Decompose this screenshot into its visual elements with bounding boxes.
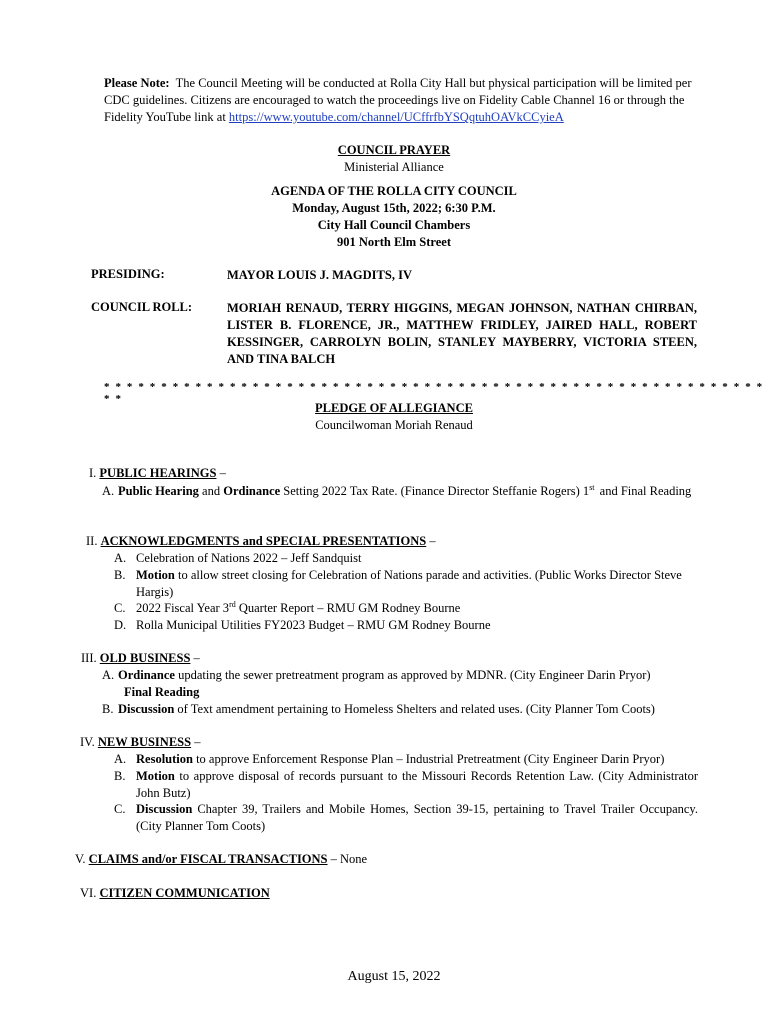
item-letter: A. [114, 752, 127, 766]
item-letter: A. [102, 484, 115, 498]
notice-paragraph [104, 75, 716, 126]
section-title: CITIZEN COMMUNICATION [99, 886, 270, 900]
quarter-report-item: 2022 Fiscal Year 3rd Quarter Report – RMU GM Rodney Bourne [136, 599, 461, 615]
agenda-date: Monday, August 15th, 2022; 6:30 P.M. [292, 201, 496, 215]
footer-date: August 15, 2022 [347, 969, 441, 984]
section-number: V. [75, 852, 86, 866]
section-dash: – None [327, 852, 368, 866]
item-letter: C. [114, 601, 126, 615]
item-letter: A. [102, 668, 115, 682]
youtube-link[interactable]: https://www.youtube.com/channel/UCffrfbYSQqtuhOAVkCCyieA [228, 110, 564, 124]
enforcement-resolution-item: Resolution to approve Enforcement Response Plan – Industrial Pretreatment (City Engineer Darin Pryor) [136, 752, 665, 766]
notice-label: Please Note: [104, 76, 170, 90]
presiding-value: MAYOR LOUIS J. MAGDITS, IV [227, 268, 412, 282]
item-letter: B. [114, 769, 126, 783]
section-dash: – [216, 466, 226, 480]
section-title: ACKNOWLEDGMENTS and SPECIAL PRESENTATIONS [100, 534, 427, 548]
agenda-address: 901 North Elm Street [337, 235, 451, 249]
section-claims [75, 851, 367, 868]
section-number: II. [86, 534, 98, 548]
section-title: NEW BUSINESS [97, 735, 192, 749]
section-title: OLD BUSINESS [99, 651, 191, 665]
item-letter: D. [114, 618, 127, 632]
section-dash: – [426, 534, 436, 548]
travel-trailer-item: Discussion Chapter 39, Trailers and Mobile Homes, Section 39-15, pertaining to Travel Trailer Occupancy. (City Planner Tom Coots) [136, 802, 698, 833]
notice-text: The Council Meeting will be conducted at Rolla City Hall but physical participation will be limited per CDC guidelines. Citizens are encouraged to watch the proceedings live on Fidelity Cable Channel 16 or through the Fidelity YouTube link at [104, 76, 692, 124]
council-roll-value: MORIAH RENAUD, TERRY HIGGINS, MEGAN JOHNSON, NATHAN CHIRBAN, LISTER B. FLORENCE, JR., MATTHEW FRIDLEY, JAIRED HALL, ROBERT KESSINGER, CARROLYN BOLIN, STANLEY MAYBERRY, VICTORIA STEEN, AND TINA BALCH [227, 301, 697, 366]
section-dash: – [190, 651, 200, 665]
agenda-title: AGENDA OF THE ROLLA CITY COUNCIL [271, 184, 517, 198]
presiding-label: PRESIDING: [91, 267, 165, 281]
section-number: I. [89, 466, 97, 480]
section-title: CLAIMS and/or FISCAL TRANSACTIONS [88, 852, 328, 866]
pledge-by: Councilwoman Moriah Renaud [315, 418, 473, 432]
item-letter: B. [102, 702, 114, 716]
section-number: IV. [80, 735, 95, 749]
homeless-shelters-item: Discussion of Text amendment pertaining to Homeless Shelters and related uses. (City Planner Tom Coots) [118, 702, 655, 716]
council-roll-label: COUNCIL ROLL: [91, 300, 193, 314]
agenda-place: City Hall Council Chambers [317, 218, 471, 232]
public-hearing-item: Public Hearing and Ordinance Setting 2022 Tax Rate. (Finance Director Steffanie Rogers) 1st and Final Reading [118, 482, 692, 498]
section-old-business [81, 650, 200, 667]
item-letter: B. [114, 568, 126, 582]
section-public-hearings [89, 465, 226, 482]
asterisk-divider: * * * * * * * * * * * * * * * * * * * * * * * * * * * * * * * * * * * * * * * * * * * * * * * * * * * * * * * * * * * * [104, 381, 764, 405]
final-reading-label: Final Reading [124, 685, 200, 699]
street-closing-motion-item: Motion to allow street closing for Celebration of Nations parade and activities. (Public Works Director Steve Hargis) [136, 568, 682, 599]
rmu-budget-item: Rolla Municipal Utilities FY2023 Budget – RMU GM Rodney Bourne [136, 618, 491, 632]
section-dash: – [191, 735, 201, 749]
section-number: III. [81, 651, 97, 665]
section-number: VI. [80, 886, 97, 900]
section-title: PUBLIC HEARINGS [99, 466, 217, 480]
celebration-item: Celebration of Nations 2022 – Jeff Sandquist [136, 551, 362, 565]
sewer-ordinance-item: Ordinance updating the sewer pretreatment program as approved by MDNR. (City Engineer Darin Pryor) [118, 668, 651, 682]
pledge-title: PLEDGE OF ALLEGIANCE [315, 401, 473, 415]
council-prayer-heading [0, 142, 770, 176]
agenda-heading [0, 183, 770, 251]
section-acknowledgments [86, 533, 436, 550]
prayer-title: COUNCIL PRAYER [337, 143, 451, 157]
records-disposal-item: Motion to approve disposal of records pursuant to the Missouri Records Retention Law. (City Administrator John Butz) [136, 769, 698, 800]
prayer-by: Ministerial Alliance [344, 160, 444, 174]
pledge-heading [0, 400, 770, 434]
section-new-business [80, 734, 200, 751]
item-letter: A. [114, 551, 127, 565]
section-citizen-communication [80, 885, 270, 902]
item-letter: C. [114, 802, 126, 816]
